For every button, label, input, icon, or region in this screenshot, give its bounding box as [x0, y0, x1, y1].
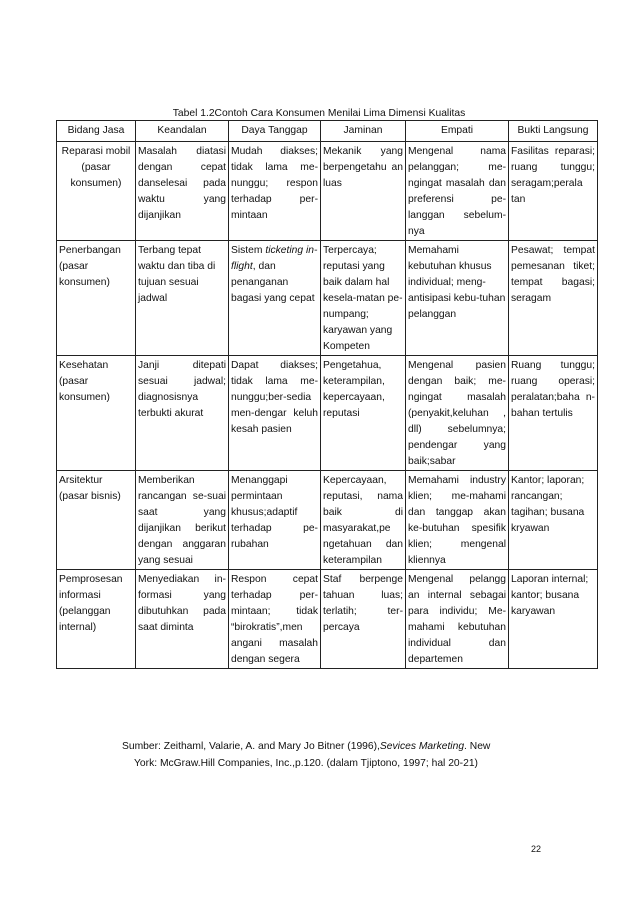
cell-daya-tanggap: Dapat diakses; tidak lama me-nunggu;ber-sedia men-dengar keluh kesah pasien: [229, 356, 321, 471]
source-line2: York: McGraw.Hill Companies, Inc.,p.120. (dalam Tjiptono, 1997; hal 20-21): [134, 758, 478, 769]
cell-bidang-jasa: Reparasi mobil (pasar konsumen): [57, 142, 136, 241]
source-line1-prefix: Sumber: Zeithaml, Valarie, A. and Mary Jo Bitner (1996),: [122, 741, 380, 752]
cell-empati: Mengenal nama pelanggan; me-ngingat masalah dan preferensi pe-langgan sebelum-nya: [406, 142, 509, 241]
source-note: [122, 738, 562, 772]
table-row: [57, 356, 598, 471]
cell-empati: Memahami kebutuhan khusus individual; meng-antisipasi kebu-tuhan pelanggan: [406, 241, 509, 356]
header-daya-tanggap: Daya Tanggap: [229, 121, 321, 142]
header-keandalan: Keandalan: [136, 121, 229, 142]
page-number: 22: [531, 844, 542, 854]
cell-keandalan: Memberikan rancangan se-suai saat yang dijanjikan berikut dengan anggaran yang sesuai: [136, 471, 229, 570]
cell-empati: Mengenal pelangg an internal sebagai para individu; Me-mahami kebutuhan individual dan departemen: [406, 570, 509, 669]
cell-bukti-langsung: Laporan internal; kantor; busana karyawan: [509, 570, 598, 669]
table-row: [57, 471, 598, 570]
cell-daya-tanggap: Mudah diakses; tidak lama me-nunggu; respon terhadap per-mintaan: [229, 142, 321, 241]
header-bidang-jasa: Bidang Jasa: [57, 121, 136, 142]
cell-bukti-langsung: Pesawat; tempat pemesanan tiket; tempat bagasi; seragam: [509, 241, 598, 356]
cell-bidang-jasa: Arsitektur (pasar bisnis): [57, 471, 136, 570]
daya-tanggap-suffix: , dan penanganan bagasi yang cepat: [231, 261, 315, 304]
daya-tanggap-italic: ticketing in-flight: [231, 245, 318, 272]
cell-empati: Mengenal pasien dengan baik; me-ngingat masalah (penyakit,keluhan , dll) sebelumnya; pendengar yang baik;sabar: [406, 356, 509, 471]
cell-bidang-jasa: Kesehatan (pasar konsumen): [57, 356, 136, 471]
cell-jaminan: Pengetahua, keterampilan, kepercayaan, reputasi: [321, 356, 406, 471]
table-caption: Tabel 1.2Contoh Cara Konsumen Menilai Lima Dimensi Kualitas: [172, 108, 466, 119]
quality-dimensions-table: [56, 120, 598, 669]
header-jaminan: Jaminan: [321, 121, 406, 142]
source-line1-suffix: . New: [464, 741, 491, 752]
daya-tanggap-prefix: Sistem: [231, 245, 266, 256]
cell-jaminan: Staf berpenge tahuan luas; terlatih; ter-percaya: [321, 570, 406, 669]
header-bukti-langsung: Bukti Langsung: [509, 121, 598, 142]
cell-jaminan: Kepercayaan, reputasi, nama baik di masyarakat,pe ngetahuan dan keterampilan: [321, 471, 406, 570]
cell-bukti-langsung: Kantor; laporan; rancangan; tagihan; busana kryawan: [509, 471, 598, 570]
cell-daya-tanggap: Menanggapi permintaan khusus;adaptif terhadap pe-rubahan: [229, 471, 321, 570]
table-header-row: [57, 121, 598, 142]
cell-daya-tanggap: [229, 241, 321, 356]
source-book-title: Sevices Marketing: [379, 741, 465, 752]
cell-bidang-jasa: Penerbangan (pasar konsumen): [57, 241, 136, 356]
cell-bukti-langsung: Ruang tunggu; ruang operasi; peralatan;baha n-bahan tertulis: [509, 356, 598, 471]
table-row: [57, 142, 598, 241]
cell-keandalan: Menyediakan in-formasi yang dibutuhkan pada saat diminta: [136, 570, 229, 669]
cell-keandalan: Terbang tepat waktu dan tiba di tujuan sesuai jadwal: [136, 241, 229, 356]
cell-daya-tanggap: Respon cepat terhadap per-mintaan; tidak “birokratis”,men angani masalah dengan segera: [229, 570, 321, 669]
header-empati: Empati: [406, 121, 509, 142]
cell-keandalan: Janji ditepati sesuai jadwal; diagnosisnya terbukti akurat: [136, 356, 229, 471]
cell-empati: Memahami industry klien; me-mahami dan tanggap akan ke-butuhan spesifik klien; mengenal kliennya: [406, 471, 509, 570]
cell-jaminan: Mekanik yang berpengetahu an luas: [321, 142, 406, 241]
table-row: [57, 241, 598, 356]
cell-jaminan: Terpercaya; reputasi yang baik dalam hal kesela-matan pe-numpang; karyawan yang Kompeten: [321, 241, 406, 356]
cell-keandalan: Masalah diatasi dengan cepat danselesai pada waktu yang dijanjikan: [136, 142, 229, 241]
table-row: [57, 570, 598, 669]
cell-bidang-jasa: Pemprosesan informasi (pelanggan internal): [57, 570, 136, 669]
cell-bukti-langsung: Fasilitas reparasi; ruang tunggu; seragam;perala tan: [509, 142, 598, 241]
